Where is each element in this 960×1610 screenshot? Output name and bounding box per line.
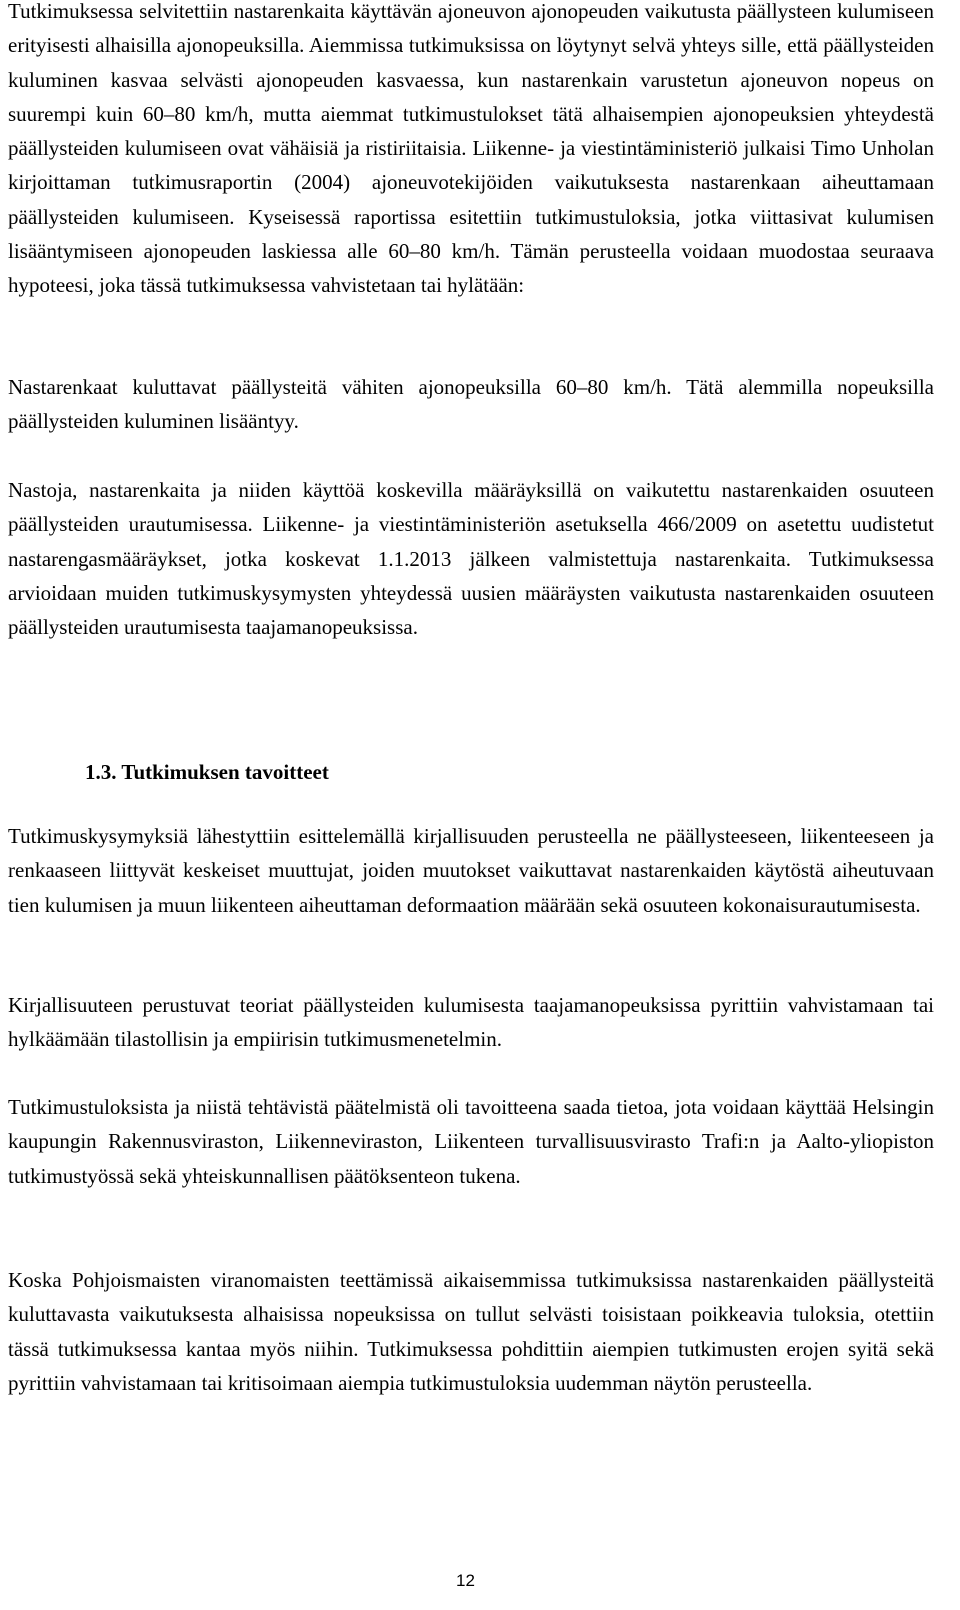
hypothesis-paragraph: Nastarenkaat kuluttavat päällysteitä vähiten ajonopeuksilla 60–80 km/h. Tätä alemmilla nopeuksilla päällysteiden kuluminen lisääntyy.	[8, 375, 934, 434]
intro-paragraph: Tutkimuksessa selvitettiin nastarenkaita käyttävän ajoneuvon ajonopeuden vaikutusta päällysteen kulumiseen erityisesti alhaisilla ajonopeuksilla. Aiemmissa tutkimuksissa on löytynyt selvä yhteys sille, että päällysteiden kuluminen kasvaa selvästi ajonopeuden kasvaessa, kun nastarenkain varustetun ajoneuvon nopeus on suurempi kuin 60–80 km/h, mutta aiemmat tutkimustulokset tätä alhaisempien ajonopeuksien yhteydestä päällysteiden kulumiseen ovat vähäisiä ja ristiriitaisia. Liikenne- ja viestintäministeriö julkaisi Timo Unholan kirjoittaman tutkimusraportin (2004) ajoneuvotekijöiden vaikutuksesta nastarenkaan aiheuttamaan päällysteiden kulumiseen. Kyseisessä raportissa esitettiin tutkimustuloksia, jotka viittasivat kulumisen lisääntymiseen ajonopeuden laskiessa alle 60–80 km/h. Tämän perusteella voidaan muodostaa seuraava hypoteesi, joka tässä tutkimuksessa vahvistetaan tai hylätään:	[8, 0, 934, 298]
page-number: 12	[456, 1571, 475, 1590]
section-heading: 1.3. Tutkimuksen tavoitteet	[85, 760, 329, 784]
regulations-paragraph: Nastoja, nastarenkaita ja niiden käyttöä koskevilla määräyksillä on vaikutettu nastarenkaiden osuuteen päällysteiden urautumisessa. Liikenne- ja viestintäministeriön asetuksella 466/2009 on asetettu uudistetut nastarengasmääräykset, jotka koskevat 1.1.2013 jälkeen valmistettuja nastarenkaita. Tutkimuksessa arvioidaan muiden tutkimuskysymysten yhteydessä uusien määräysten vaikutusta nastarenkaiden osuuteen päällysteiden urautumisesta taajamanopeuksissa.	[8, 478, 934, 640]
objectives-paragraph-4: Koska Pohjoismaisten viranomaisten teettämissä aikaisemmissa tutkimuksissa nastarenkaiden päällysteitä kuluttavasta vaikutuksesta alhaisissa nopeuksissa on tullut selvästi toisistaan poikkeavia tuloksia, otettiin tässä tutkimuksessa kantaa myös niihin. Tutkimuksessa pohdittiin aiempien tutkimusten erojen syitä sekä pyrittiin vahvistamaan tai kritisoimaan aiempia tutkimustuloksia uudemman näytön perusteella.	[8, 1268, 934, 1395]
objectives-paragraph-3: Tutkimustuloksista ja niistä tehtävistä päätelmistä oli tavoitteena saada tietoa, jota voidaan käyttää Helsingin kaupungin Rakennusviraston, Liikenneviraston, Liikenteen turvallisuusvirasto Trafi:n ja Aalto-yliopiston tutkimustyössä sekä yhteiskunnallisen päätöksenteon tukena.	[8, 1095, 934, 1188]
objectives-paragraph-1: Tutkimuskysymyksiä lähestyttiin esittelemällä kirjallisuuden perusteella ne päällysteeseen, liikenteeseen ja renkaaseen liittyvät keskeiset muuttujat, joiden muutokset vaikuttavat nastarenkaiden käytöstä aiheutuvaan tien kulumisen ja muun liikenteen aiheuttaman deformaation määrään sekä osuuteen kokonaisurautumisesta.	[8, 824, 934, 917]
objectives-paragraph-2: Kirjallisuuteen perustuvat teoriat päällysteiden kulumisesta taajamanopeuksissa pyrittiin vahvistamaan tai hylkäämään tilastollisin ja empiirisin tutkimusmenetelmin.	[8, 993, 934, 1052]
